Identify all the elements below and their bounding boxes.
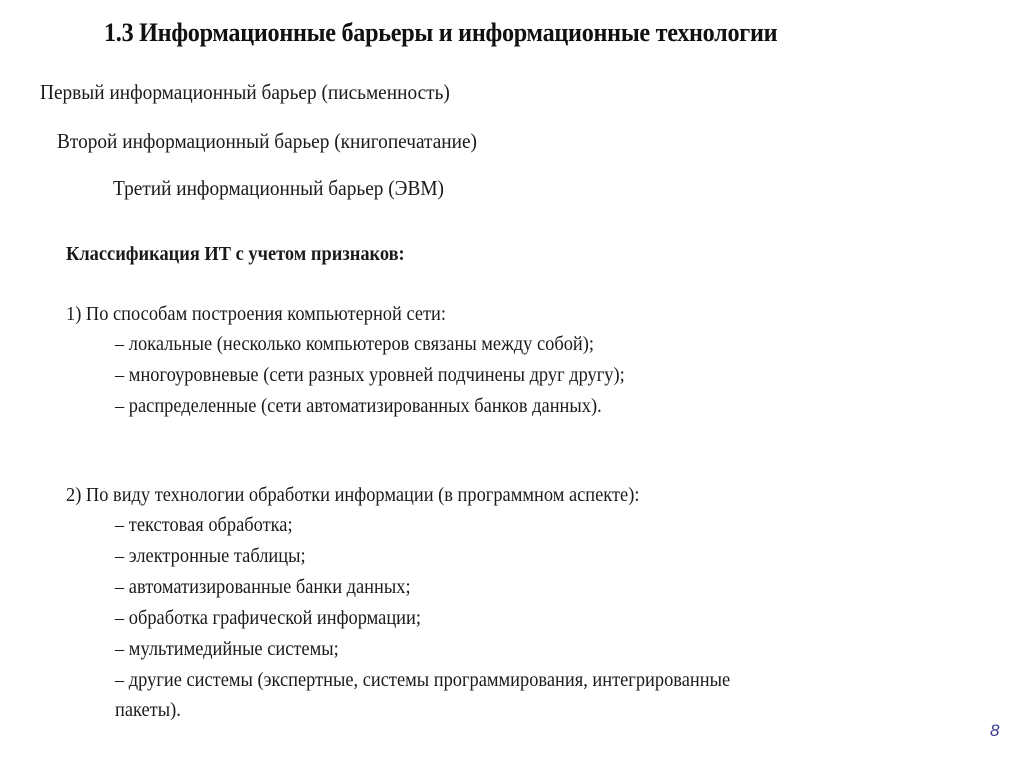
list-item-continuation: пакеты). (115, 699, 181, 721)
barrier-third: Третий информационный барьер (ЭВМ) (113, 176, 444, 200)
list-item: – автоматизированные банки данных; (115, 576, 411, 598)
barrier-first: Первый информационный барьер (письменность) (40, 80, 450, 104)
page-number: 8 (990, 721, 1000, 740)
list-item: – распределенные (сети автоматизированных банков данных). (115, 395, 602, 417)
slide-title: 1.3 Информационные барьеры и информационные технологии (104, 18, 778, 47)
list-item: – многоуровневые (сети разных уровней подчинены друг другу); (115, 364, 625, 386)
list-item: – текстовая обработка; (115, 514, 293, 536)
list-item: – электронные таблицы; (115, 545, 306, 567)
list-item: – локальные (несколько компьютеров связаны между собой); (115, 333, 594, 355)
group-1-title: 1) По способам построения компьютерной сети: (66, 303, 447, 325)
group-2-title: 2) По виду технологии обработки информации (в программном аспекте): (66, 484, 640, 506)
barrier-second: Второй информационный барьер (книгопечатание) (57, 129, 477, 153)
classification-heading: Классификация ИТ с учетом признаков: (66, 243, 405, 265)
list-item: – обработка графической информации; (115, 607, 421, 629)
list-item: – другие системы (экспертные, системы программирования, интегрированные (115, 669, 731, 691)
list-item: – мультимедийные системы; (115, 638, 339, 660)
